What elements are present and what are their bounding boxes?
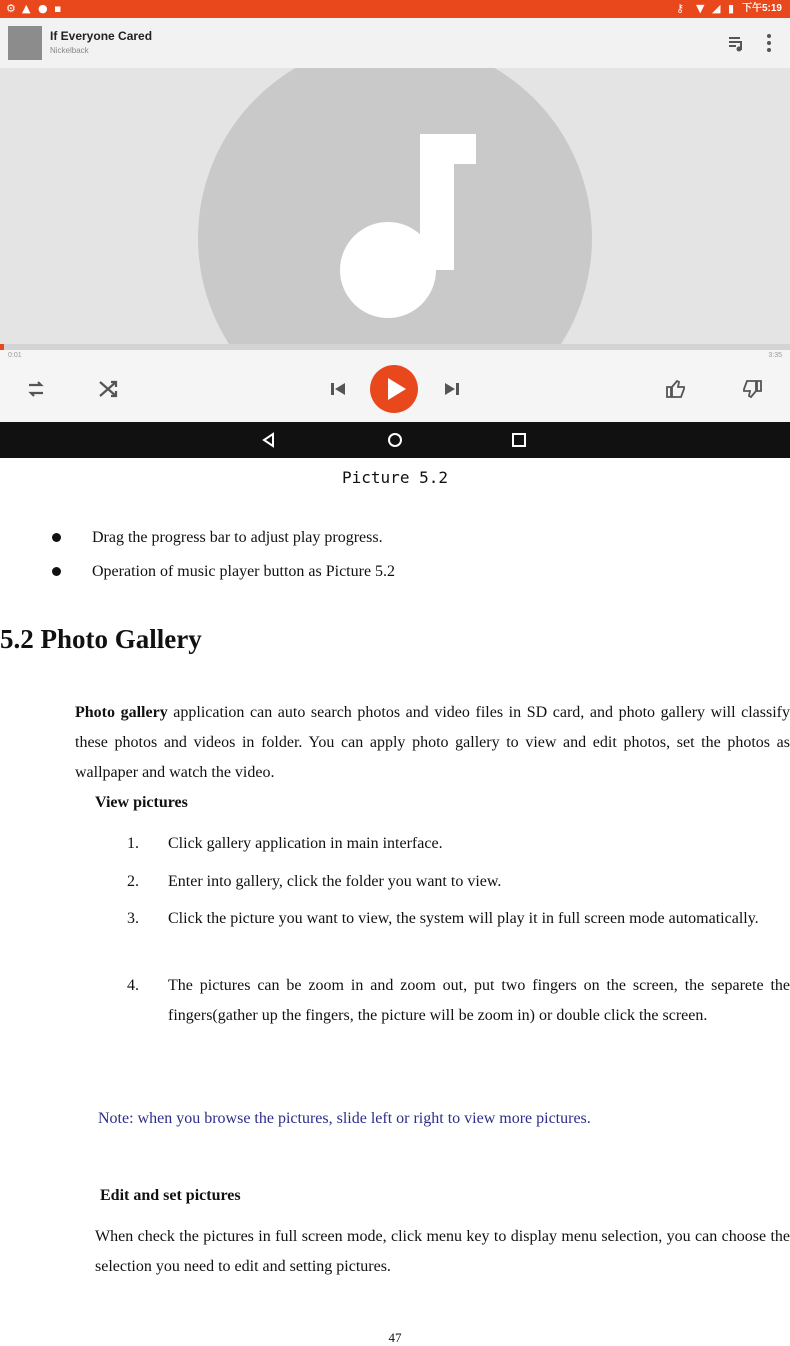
figure-caption: Picture 5.2 [342, 468, 448, 487]
skip-next-icon[interactable] [440, 377, 464, 401]
thumb-down-icon[interactable] [740, 377, 764, 401]
repeat-icon[interactable] [24, 377, 48, 401]
play-button[interactable] [370, 365, 418, 413]
back-icon[interactable] [260, 431, 278, 449]
time-elapsed: 0:01 [8, 352, 22, 359]
music-player-screenshot [0, 0, 790, 458]
recents-icon[interactable] [510, 431, 528, 449]
edit-pictures-heading: Edit and set pictures [100, 1187, 241, 1204]
image-notification-icon: ▪ [54, 2, 62, 15]
queue-icon[interactable] [728, 34, 746, 52]
bullet-icon [52, 567, 61, 576]
intro-bold-term: Photo gallery [75, 704, 168, 721]
shuffle-icon[interactable] [96, 377, 120, 401]
time-total: 3:35 [768, 352, 782, 359]
intro-text: application can auto search photos and video files in SD card, and photo gallery will classify these photos and videos in folder. You can apply photo gallery to view and edit photos, set the photos as wallpaper and watch the video. [75, 704, 790, 781]
overflow-menu-icon[interactable] [764, 32, 774, 54]
skip-previous-icon[interactable] [326, 377, 350, 401]
note-text: Note: when you browse the pictures, slide left or right to view more pictures. [98, 1110, 591, 1127]
song-title: If Everyone Cared [50, 29, 153, 43]
thumb-up-icon[interactable] [664, 377, 688, 401]
key-icon: ⚷ [676, 2, 685, 15]
now-playing-header [0, 18, 790, 68]
intro-paragraph [75, 698, 790, 788]
playback-controls [0, 350, 790, 422]
status-bar [0, 0, 790, 18]
section-heading: 5.2 Photo Gallery [0, 624, 202, 654]
bullet-icon [52, 533, 61, 542]
page-number: 47 [388, 1330, 402, 1345]
view-pictures-heading: View pictures [95, 794, 188, 811]
album-art [0, 68, 790, 348]
wifi-icon: ▼ [696, 2, 705, 15]
song-artist: Nickelback [50, 46, 89, 55]
edit-paragraph: When check the pictures in full screen mode, click menu key to display menu selection, you can choose the selection you need to edit and setting pictures. [95, 1228, 790, 1275]
signal-icon: ◢ [712, 2, 721, 15]
home-icon[interactable] [386, 431, 404, 449]
status-time: 下午5:19 [741, 3, 782, 14]
album-thumbnail[interactable] [8, 26, 42, 60]
battery-icon: ▮ [728, 2, 735, 15]
navigation-bar [0, 422, 790, 458]
play-icon [370, 365, 418, 413]
dot-notification-icon: ● [38, 2, 48, 15]
settings-notification-icon: ⚙ [6, 2, 16, 15]
warning-notification-icon: ▲ [22, 2, 31, 15]
